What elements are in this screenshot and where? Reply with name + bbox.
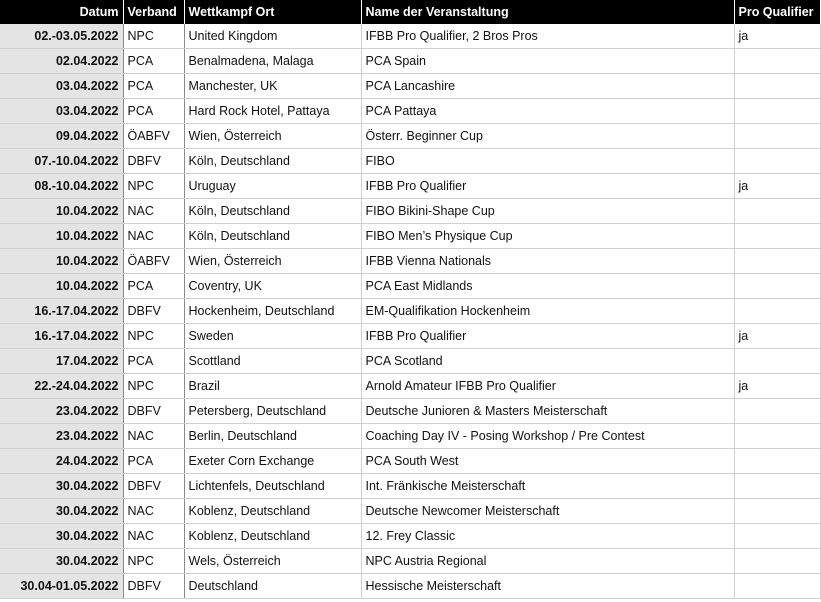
cell-datum: 22.-24.04.2022	[0, 374, 123, 399]
cell-wettkampf-ort: Lichtenfels, Deutschland	[184, 474, 361, 499]
table-row	[0, 224, 820, 249]
cell-pro-qualifier	[734, 549, 820, 574]
cell-veranstaltung: 12. Frey Classic	[361, 524, 734, 549]
cell-pro-qualifier	[734, 574, 820, 599]
cell-verband: NPC	[123, 24, 184, 49]
cell-wettkampf-ort: United Kingdom	[184, 24, 361, 49]
cell-veranstaltung: PCA Lancashire	[361, 74, 734, 99]
cell-pro-qualifier	[734, 299, 820, 324]
table-row	[0, 424, 820, 449]
table-row	[0, 74, 820, 99]
cell-datum: 09.04.2022	[0, 124, 123, 149]
cell-verband: DBFV	[123, 474, 184, 499]
cell-verband: PCA	[123, 449, 184, 474]
cell-veranstaltung: PCA Scotland	[361, 349, 734, 374]
cell-pro-qualifier	[734, 449, 820, 474]
cell-wettkampf-ort: Koblenz, Deutschland	[184, 499, 361, 524]
cell-pro-qualifier: ja	[734, 324, 820, 349]
cell-verband: NAC	[123, 199, 184, 224]
cell-verband: PCA	[123, 49, 184, 74]
cell-verband: NAC	[123, 524, 184, 549]
cell-wettkampf-ort: Hard Rock Hotel, Pattaya	[184, 99, 361, 124]
cell-verband: ÖABFV	[123, 249, 184, 274]
table-row	[0, 49, 820, 74]
table-row	[0, 324, 820, 349]
cell-datum: 10.04.2022	[0, 249, 123, 274]
cell-datum: 30.04.2022	[0, 524, 123, 549]
cell-wettkampf-ort: Sweden	[184, 324, 361, 349]
cell-wettkampf-ort: Manchester, UK	[184, 74, 361, 99]
cell-pro-qualifier	[734, 149, 820, 174]
header-pro-qualifier: Pro Qualifier	[734, 0, 820, 24]
cell-wettkampf-ort: Wels, Österreich	[184, 549, 361, 574]
cell-veranstaltung: FIBO Men’s Physique Cup	[361, 224, 734, 249]
cell-veranstaltung: Int. Fränkische Meisterschaft	[361, 474, 734, 499]
cell-verband: NPC	[123, 174, 184, 199]
cell-wettkampf-ort: Uruguay	[184, 174, 361, 199]
cell-pro-qualifier	[734, 224, 820, 249]
cell-verband: PCA	[123, 349, 184, 374]
cell-veranstaltung: PCA Spain	[361, 49, 734, 74]
table-row	[0, 149, 820, 174]
cell-datum: 02.-03.05.2022	[0, 24, 123, 49]
cell-pro-qualifier	[734, 399, 820, 424]
cell-datum: 08.-10.04.2022	[0, 174, 123, 199]
cell-veranstaltung: Coaching Day IV - Posing Workshop / Pre Contest	[361, 424, 734, 449]
cell-pro-qualifier	[734, 124, 820, 149]
table-row	[0, 349, 820, 374]
cell-wettkampf-ort: Brazil	[184, 374, 361, 399]
cell-pro-qualifier: ja	[734, 174, 820, 199]
cell-wettkampf-ort: Berlin, Deutschland	[184, 424, 361, 449]
cell-verband: ÖABFV	[123, 124, 184, 149]
cell-pro-qualifier	[734, 499, 820, 524]
cell-veranstaltung: IFBB Pro Qualifier, 2 Bros Pros	[361, 24, 734, 49]
cell-wettkampf-ort: Benalmadena, Malaga	[184, 49, 361, 74]
table-header-row	[0, 0, 820, 24]
cell-datum: 23.04.2022	[0, 424, 123, 449]
header-name-der-veranstaltung: Name der Veranstaltung	[361, 0, 734, 24]
table-row	[0, 299, 820, 324]
table-row	[0, 249, 820, 274]
cell-datum: 10.04.2022	[0, 224, 123, 249]
cell-pro-qualifier	[734, 74, 820, 99]
cell-pro-qualifier	[734, 349, 820, 374]
table-row	[0, 374, 820, 399]
cell-datum: 07.-10.04.2022	[0, 149, 123, 174]
header-verband: Verband	[123, 0, 184, 24]
cell-verband: NPC	[123, 549, 184, 574]
header-datum: Datum	[0, 0, 123, 24]
cell-veranstaltung: IFBB Vienna Nationals	[361, 249, 734, 274]
cell-wettkampf-ort: Petersberg, Deutschland	[184, 399, 361, 424]
cell-veranstaltung: IFBB Pro Qualifier	[361, 174, 734, 199]
cell-datum: 24.04.2022	[0, 449, 123, 474]
cell-pro-qualifier	[734, 199, 820, 224]
cell-verband: NAC	[123, 424, 184, 449]
cell-datum: 30.04.2022	[0, 549, 123, 574]
cell-pro-qualifier	[734, 424, 820, 449]
cell-veranstaltung: PCA East Midlands	[361, 274, 734, 299]
cell-verband: NAC	[123, 224, 184, 249]
cell-datum: 30.04.2022	[0, 499, 123, 524]
table-row	[0, 274, 820, 299]
cell-wettkampf-ort: Scottland	[184, 349, 361, 374]
cell-datum: 10.04.2022	[0, 199, 123, 224]
cell-veranstaltung: PCA South West	[361, 449, 734, 474]
cell-verband: PCA	[123, 99, 184, 124]
cell-wettkampf-ort: Wien, Österreich	[184, 249, 361, 274]
cell-pro-qualifier	[734, 99, 820, 124]
cell-wettkampf-ort: Exeter Corn Exchange	[184, 449, 361, 474]
table-row	[0, 474, 820, 499]
cell-datum: 23.04.2022	[0, 399, 123, 424]
cell-verband: DBFV	[123, 574, 184, 599]
table-row	[0, 574, 820, 599]
cell-wettkampf-ort: Deutschland	[184, 574, 361, 599]
table-row	[0, 549, 820, 574]
cell-verband: DBFV	[123, 399, 184, 424]
table-row	[0, 499, 820, 524]
cell-verband: DBFV	[123, 299, 184, 324]
cell-pro-qualifier	[734, 474, 820, 499]
cell-pro-qualifier: ja	[734, 374, 820, 399]
table-row	[0, 24, 820, 49]
cell-veranstaltung: Deutsche Junioren & Masters Meisterschaft	[361, 399, 734, 424]
cell-wettkampf-ort: Wien, Österreich	[184, 124, 361, 149]
cell-veranstaltung: FIBO Bikini-Shape Cup	[361, 199, 734, 224]
table-row	[0, 449, 820, 474]
cell-verband: NPC	[123, 324, 184, 349]
cell-wettkampf-ort: Köln, Deutschland	[184, 149, 361, 174]
cell-datum: 03.04.2022	[0, 99, 123, 124]
cell-pro-qualifier	[734, 49, 820, 74]
cell-veranstaltung: NPC Austria Regional	[361, 549, 734, 574]
header-wettkampf-ort: Wettkampf Ort	[184, 0, 361, 24]
table-row	[0, 399, 820, 424]
cell-datum: 16.-17.04.2022	[0, 324, 123, 349]
cell-datum: 30.04-01.05.2022	[0, 574, 123, 599]
cell-wettkampf-ort: Coventry, UK	[184, 274, 361, 299]
cell-datum: 03.04.2022	[0, 74, 123, 99]
cell-veranstaltung: FIBO	[361, 149, 734, 174]
cell-veranstaltung: Deutsche Newcomer Meisterschaft	[361, 499, 734, 524]
cell-datum: 16.-17.04.2022	[0, 299, 123, 324]
cell-datum: 10.04.2022	[0, 274, 123, 299]
cell-verband: PCA	[123, 274, 184, 299]
table-body	[0, 24, 820, 599]
cell-pro-qualifier	[734, 274, 820, 299]
cell-datum: 30.04.2022	[0, 474, 123, 499]
cell-wettkampf-ort: Köln, Deutschland	[184, 224, 361, 249]
cell-verband: PCA	[123, 74, 184, 99]
cell-verband: NAC	[123, 499, 184, 524]
cell-veranstaltung: IFBB Pro Qualifier	[361, 324, 734, 349]
cell-verband: DBFV	[123, 149, 184, 174]
cell-veranstaltung: EM-Qualifikation Hockenheim	[361, 299, 734, 324]
cell-wettkampf-ort: Köln, Deutschland	[184, 199, 361, 224]
cell-pro-qualifier	[734, 524, 820, 549]
cell-wettkampf-ort: Hockenheim, Deutschland	[184, 299, 361, 324]
table-row	[0, 99, 820, 124]
cell-veranstaltung: Hessische Meisterschaft	[361, 574, 734, 599]
table-row	[0, 124, 820, 149]
cell-datum: 02.04.2022	[0, 49, 123, 74]
cell-pro-qualifier	[734, 249, 820, 274]
table-row	[0, 199, 820, 224]
cell-pro-qualifier: ja	[734, 24, 820, 49]
table-row	[0, 524, 820, 549]
table-row	[0, 174, 820, 199]
cell-veranstaltung: Arnold Amateur IFBB Pro Qualifier	[361, 374, 734, 399]
cell-datum: 17.04.2022	[0, 349, 123, 374]
cell-veranstaltung: Österr. Beginner Cup	[361, 124, 734, 149]
cell-verband: NPC	[123, 374, 184, 399]
cell-wettkampf-ort: Koblenz, Deutschland	[184, 524, 361, 549]
cell-veranstaltung: PCA Pattaya	[361, 99, 734, 124]
